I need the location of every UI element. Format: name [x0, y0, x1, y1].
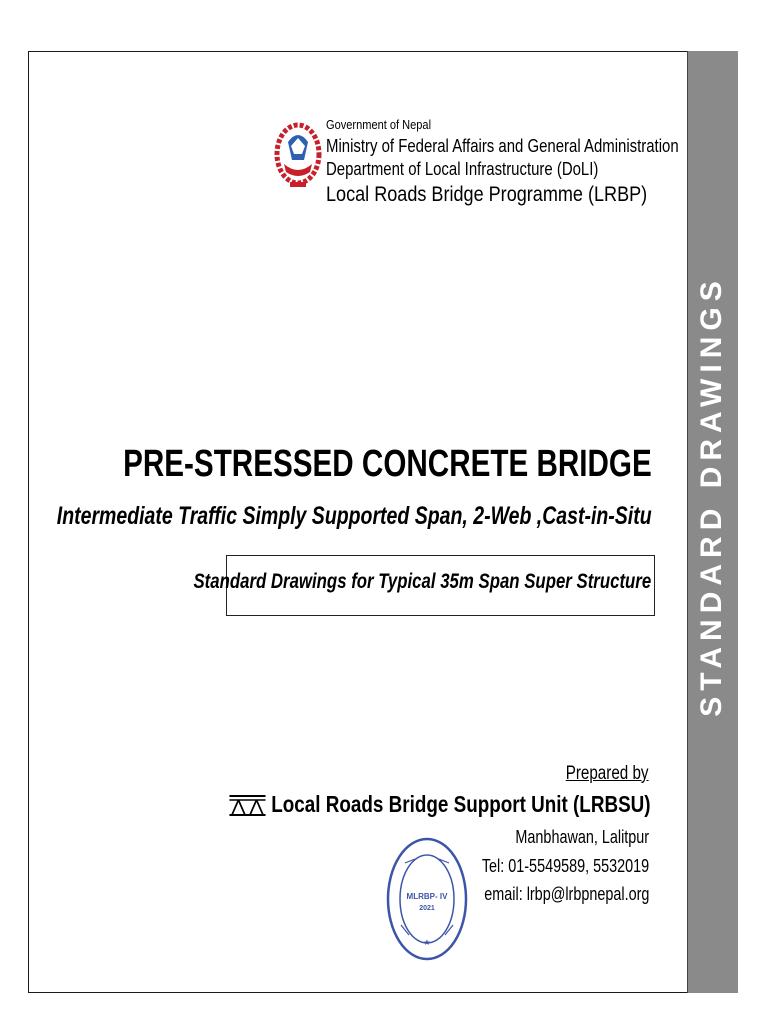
- standard-drawings-text: Standard Drawings for Typical 35m Span Super Structure: [193, 570, 651, 593]
- bridge-logo-icon: [229, 794, 267, 816]
- official-stamp: [385, 835, 469, 963]
- unit-email: email: lrbp@lrbpnepal.org: [483, 884, 649, 904]
- unit-telephone: Tel: 01-5549589, 5532019: [481, 856, 649, 876]
- unit-name: Local Roads Bridge Support Unit (LRBSU): [271, 791, 651, 817]
- prepared-by-label: Prepared by: [566, 763, 649, 784]
- government-name: Government of Nepal: [326, 117, 432, 132]
- document-subtitle: Intermediate Traffic Simply Supported Span, 2-Web ,Cast-in-Situ: [57, 502, 652, 530]
- nepal-emblem-icon: [274, 120, 322, 192]
- programme-name: Local Roads Bridge Programme (LRBP): [326, 183, 648, 206]
- header-block: [326, 117, 751, 207]
- prepared-by-unit: [229, 791, 651, 818]
- side-title: STANDARD DRAWINGS: [695, 275, 728, 717]
- unit-address: Manbhawan, Lalitpur: [515, 827, 649, 847]
- document-title: PRE-STRESSED CONCRETE BRIDGE: [123, 443, 652, 485]
- svg-text:★: ★: [423, 938, 431, 947]
- department-name: Department of Local Infrastructure (DoLI): [326, 159, 599, 179]
- ministry-name: Ministry of Federal Affairs and General Administration: [326, 136, 679, 156]
- stamp-year-text: 2021: [419, 905, 435, 912]
- standard-drawings-box: [193, 555, 655, 616]
- stamp-center-text: MLRBP- IV: [406, 892, 448, 901]
